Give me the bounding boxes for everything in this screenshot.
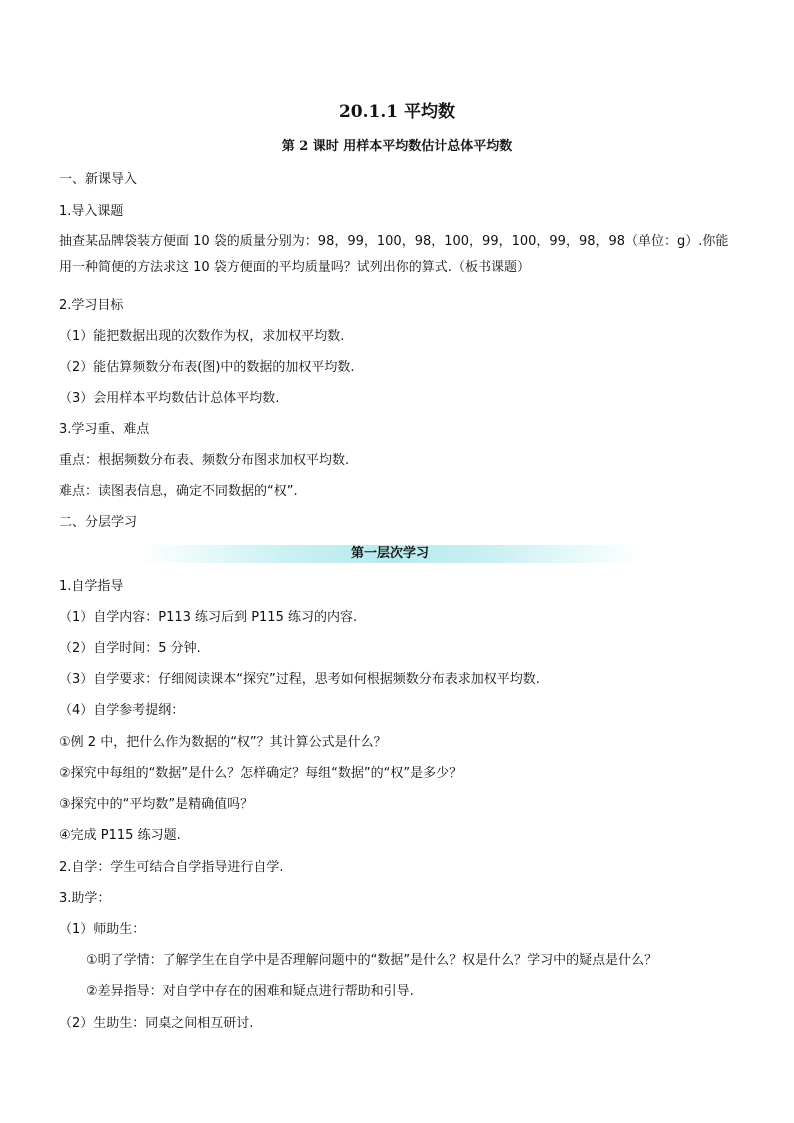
- teacher-help-heading: （1）师助生：: [59, 922, 146, 937]
- item-heading-goals: 2.学习目标: [59, 298, 124, 313]
- goal-item: （1）能把数据出现的次数作为权，求加权平均数.: [59, 329, 345, 344]
- guide-item: （3）自学要求：仔细阅读课本“探究”过程，思考如何根据频数分布表求加权平均数.: [59, 672, 540, 687]
- section-heading-intro: 一、新课导入: [59, 172, 138, 187]
- help-heading: 3.助学：: [59, 891, 111, 906]
- item-heading-topic: 1.导入课题: [59, 204, 124, 219]
- outline-item: ①例 2 中，把什么作为数据的“权”？其计算公式是什么？: [59, 735, 387, 750]
- outline-item: ②探究中每组的“数据”是什么？怎样确定？每组“数据”的“权”是多少？: [59, 766, 463, 781]
- outline-item: ④完成 P115 练习题.: [59, 828, 181, 843]
- section-heading-layered: 二、分层学习: [59, 515, 138, 530]
- teacher-help-item: ①明了学情：了解学生在自学中是否理解问题中的“数据”是什么？权是什么？学习中的疑点是什么？: [86, 953, 658, 968]
- item-heading-key-points: 3.学习重、难点: [59, 422, 150, 437]
- self-study-line: 2.自学：学生可结合自学指导进行自学.: [59, 860, 284, 875]
- page-subtitle: 第 2 课时 用样本平均数估计总体平均数: [281, 139, 513, 154]
- outline-item: ③探究中的“平均数”是精确值吗？: [59, 797, 254, 812]
- guide-heading: 1.自学指导: [59, 579, 124, 594]
- teacher-help-item: ②差异指导：对自学中存在的困难和疑点进行帮助和引导.: [86, 984, 414, 999]
- guide-item: （4）自学参考提纲：: [59, 703, 185, 718]
- peer-help-line: （2）生助生：同桌之间相互研讨.: [59, 1016, 254, 1031]
- layer-banner: [140, 545, 640, 563]
- page-title: 20.1.1 平均数: [338, 102, 456, 122]
- intro-paragraph: 抽查某品牌袋装方便面 10 袋的质量分别为：98，99，100，98，100，99，100，99，98，98（单位：g）.你能用一种简便的方法求这 10 袋方便面的平均质量吗？试列出你的算式.（板书课题）: [59, 234, 729, 275]
- key-point: 重点：根据频数分布表、频数分布图求加权平均数.: [59, 453, 350, 468]
- goal-item: （2）能估算频数分布表(图)中的数据的加权平均数.: [59, 360, 355, 375]
- difficult-point: 难点：读图表信息，确定不同数据的“权”.: [59, 484, 298, 499]
- goal-item: （3）会用样本平均数估计总体平均数.: [59, 391, 280, 406]
- layer-banner-label: 第一层次学习: [350, 546, 429, 561]
- guide-item: （2）自学时间：5 分钟.: [59, 641, 201, 656]
- guide-item: （1）自学内容：P113 练习后到 P115 练习的内容.: [59, 610, 358, 625]
